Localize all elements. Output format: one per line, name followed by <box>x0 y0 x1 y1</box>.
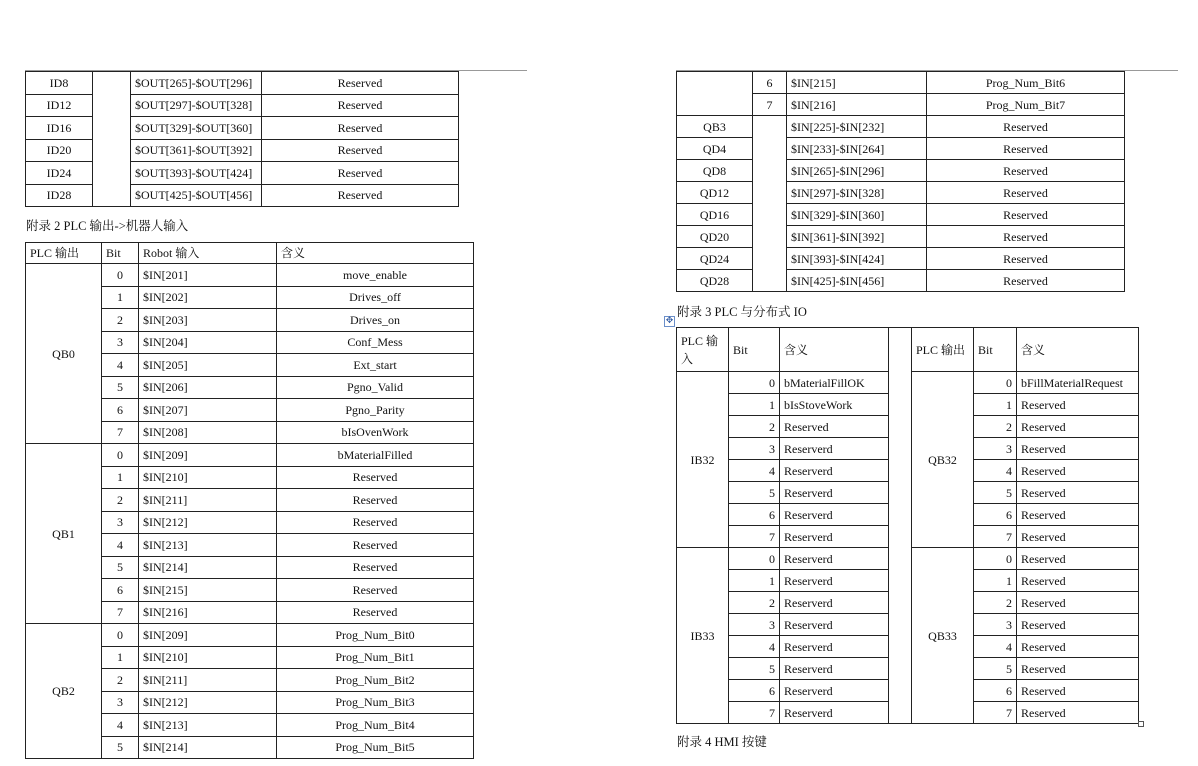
meaning-cell: Reserved <box>927 204 1125 226</box>
meaning-cell: Drives_on <box>277 309 474 332</box>
bit-cell: 3 <box>102 691 139 714</box>
robot-input-cell: $IN[233]-$IN[264] <box>787 138 927 160</box>
meaning-cell: Reserved <box>262 94 459 117</box>
bit-cell: 5 <box>729 658 780 680</box>
bit-cell: 5 <box>729 482 780 504</box>
meaning-cell: Reserved <box>262 139 459 162</box>
meaning-cell: Reserved <box>927 138 1125 160</box>
bit-cell: 6 <box>974 504 1017 526</box>
bit-cell: 2 <box>729 416 780 438</box>
bit-cell: 2 <box>102 669 139 692</box>
bit-cell: 3 <box>974 614 1017 636</box>
meaning-cell: Prog_Num_Bit2 <box>277 669 474 692</box>
table-row <box>26 444 474 467</box>
robot-input-cell: $IN[207] <box>139 399 277 422</box>
table-row <box>677 226 1125 248</box>
meaning-cell: Conf_Mess <box>277 331 474 354</box>
output-meaning-cell: Reserved <box>1017 658 1139 680</box>
meaning-cell: Drives_off <box>277 286 474 309</box>
column-header: Bit <box>729 328 780 372</box>
table-row <box>677 182 1125 204</box>
robot-input-cell: $IN[214] <box>139 556 277 579</box>
plc-address-cell: QD20 <box>677 226 753 248</box>
bit-cell: 4 <box>102 354 139 377</box>
input-meaning-cell: Reserverd <box>780 504 889 526</box>
robot-input-cell: $IN[361]-$IN[392] <box>787 226 927 248</box>
output-meaning-cell: Reserved <box>1017 526 1139 548</box>
meaning-cell: Reserved <box>277 601 474 624</box>
plc-address-cell: QD4 <box>677 138 753 160</box>
bit-cell: 1 <box>729 570 780 592</box>
plc-input-byte-cell: IB33 <box>677 548 729 724</box>
robot-signal-cell: $OUT[393]-$OUT[424] <box>131 162 262 185</box>
table-row <box>26 243 474 264</box>
meaning-cell: Reserved <box>277 534 474 557</box>
bit-cell: 6 <box>974 680 1017 702</box>
robot-input-cell: $IN[215] <box>139 579 277 602</box>
bit-cell: 7 <box>102 601 139 624</box>
appendix-2-title: 附录 2 PLC 输出->机器人输入 <box>26 219 189 233</box>
plc-address-cell: QD24 <box>677 248 753 270</box>
bit-cell: 3 <box>102 331 139 354</box>
output-meaning-cell: Reserved <box>1017 614 1139 636</box>
robot-input-cell: $IN[329]-$IN[360] <box>787 204 927 226</box>
column-header: 含义 <box>780 328 889 372</box>
robot-input-cell: $IN[211] <box>139 489 277 512</box>
meaning-cell: Reserved <box>277 466 474 489</box>
bit-cell-empty <box>753 116 787 292</box>
robot-input-cell: $IN[215] <box>787 72 927 94</box>
output-mapping-table <box>25 71 459 207</box>
plc-output-byte-cell: QB0 <box>26 264 102 444</box>
plc-address-cell: QB3 <box>677 116 753 138</box>
bit-cell: 2 <box>729 592 780 614</box>
meaning-cell: Reserved <box>262 184 459 207</box>
meaning-cell: Reserved <box>927 248 1125 270</box>
bit-cell: 7 <box>974 526 1017 548</box>
output-meaning-cell: Reserved <box>1017 438 1139 460</box>
plc-address-cell: QD8 <box>677 160 753 182</box>
output-meaning-cell: Reserved <box>1017 636 1139 658</box>
robot-input-cell: $IN[225]-$IN[232] <box>787 116 927 138</box>
robot-input-cell: $IN[201] <box>139 264 277 287</box>
table-row <box>26 624 474 647</box>
input-meaning-cell: Reserverd <box>780 680 889 702</box>
robot-signal-cell: $OUT[425]-$OUT[456] <box>131 184 262 207</box>
bit-cell: 1 <box>974 570 1017 592</box>
input-meaning-cell: Reserverd <box>780 570 889 592</box>
column-header: PLC 输入 <box>677 328 729 372</box>
meaning-cell: Reserved <box>927 116 1125 138</box>
output-meaning-cell: Reserved <box>1017 504 1139 526</box>
bit-cell: 7 <box>102 421 139 444</box>
meaning-cell: Reserved <box>262 162 459 185</box>
move-handle-icon[interactable]: ✥ <box>665 316 674 326</box>
bit-cell: 4 <box>102 714 139 737</box>
bit-cell: 3 <box>974 438 1017 460</box>
robot-input-cell: $IN[205] <box>139 354 277 377</box>
appendix-3-title: 附录 3 PLC 与分布式 IO <box>677 305 807 319</box>
output-meaning-cell: Reserved <box>1017 680 1139 702</box>
meaning-cell: Reserved <box>262 117 459 140</box>
meaning-cell: Reserved <box>927 226 1125 248</box>
bit-cell: 6 <box>753 72 787 94</box>
plc-address-cell: ID24 <box>26 162 93 185</box>
table-row <box>677 248 1125 270</box>
bit-cell: 4 <box>729 460 780 482</box>
bit-cell-empty <box>93 72 131 207</box>
robot-input-cell: $IN[203] <box>139 309 277 332</box>
meaning-cell: Pgno_Valid <box>277 376 474 399</box>
bit-cell: 6 <box>102 399 139 422</box>
column-header: 含义 <box>1017 328 1139 372</box>
meaning-cell: Reserved <box>277 489 474 512</box>
bit-cell: 5 <box>102 556 139 579</box>
plc-output-byte-cell <box>677 72 753 116</box>
robot-input-cell: $IN[212] <box>139 691 277 714</box>
robot-signal-cell: $OUT[265]-$OUT[296] <box>131 72 262 95</box>
bit-cell: 7 <box>729 702 780 724</box>
table-row <box>26 162 459 185</box>
meaning-cell: Ext_start <box>277 354 474 377</box>
bit-cell: 0 <box>102 444 139 467</box>
robot-input-cell: $IN[213] <box>139 714 277 737</box>
robot-input-continuation-table <box>676 71 1125 292</box>
meaning-cell: Pgno_Parity <box>277 399 474 422</box>
plc-address-cell: ID16 <box>26 117 93 140</box>
output-meaning-cell: bFillMaterialRequest <box>1017 372 1139 394</box>
robot-input-cell: $IN[206] <box>139 376 277 399</box>
plc-address-cell: ID8 <box>26 72 93 95</box>
output-meaning-cell: Reserved <box>1017 416 1139 438</box>
bit-cell: 3 <box>729 614 780 636</box>
plc-address-cell: QD28 <box>677 270 753 292</box>
input-meaning-cell: Reserverd <box>780 438 889 460</box>
bit-cell: 7 <box>974 702 1017 724</box>
bit-cell: 1 <box>974 394 1017 416</box>
meaning-cell: Reserved <box>277 579 474 602</box>
column-header: Bit <box>974 328 1017 372</box>
bit-cell: 0 <box>729 372 780 394</box>
meaning-cell: Reserved <box>927 270 1125 292</box>
bit-cell: 3 <box>729 438 780 460</box>
output-meaning-cell: Reserved <box>1017 702 1139 724</box>
input-meaning-cell: Reserverd <box>780 460 889 482</box>
bit-cell: 1 <box>102 466 139 489</box>
plc-address-cell: QD16 <box>677 204 753 226</box>
input-meaning-cell: Reserverd <box>780 526 889 548</box>
bit-cell: 2 <box>974 592 1017 614</box>
bit-cell: 2 <box>102 489 139 512</box>
input-meaning-cell: Reserverd <box>780 658 889 680</box>
output-meaning-cell: Reserved <box>1017 394 1139 416</box>
plc-output-byte-cell: QB33 <box>912 548 974 724</box>
input-meaning-cell: Reserverd <box>780 636 889 658</box>
column-header: PLC 输出 <box>912 328 974 372</box>
robot-input-cell: $IN[209] <box>139 624 277 647</box>
table-row <box>677 160 1125 182</box>
input-meaning-cell: bMaterialFillOK <box>780 372 889 394</box>
input-meaning-cell: Reserverd <box>780 702 889 724</box>
robot-input-cell: $IN[202] <box>139 286 277 309</box>
table-row <box>26 94 459 117</box>
meaning-cell: bMaterialFilled <box>277 444 474 467</box>
table-row <box>677 328 1139 372</box>
bit-cell: 5 <box>974 482 1017 504</box>
bit-cell: 4 <box>974 460 1017 482</box>
meaning-cell: Reserved <box>277 556 474 579</box>
bit-cell: 0 <box>102 264 139 287</box>
meaning-cell: move_enable <box>277 264 474 287</box>
input-meaning-cell: bIsStoveWork <box>780 394 889 416</box>
output-meaning-cell: Reserved <box>1017 592 1139 614</box>
bit-cell: 1 <box>102 286 139 309</box>
column-header: 含义 <box>277 243 474 264</box>
robot-input-cell: $IN[210] <box>139 646 277 669</box>
meaning-cell: Prog_Num_Bit3 <box>277 691 474 714</box>
column-header: PLC 输出 <box>26 243 102 264</box>
bit-cell: 2 <box>102 309 139 332</box>
bit-cell: 3 <box>102 511 139 534</box>
table-row <box>26 117 459 140</box>
meaning-cell: Prog_Num_Bit1 <box>277 646 474 669</box>
robot-input-cell: $IN[204] <box>139 331 277 354</box>
table-row <box>677 116 1125 138</box>
robot-input-cell: $IN[265]-$IN[296] <box>787 160 927 182</box>
bit-cell: 4 <box>102 534 139 557</box>
meaning-cell: Prog_Num_Bit6 <box>927 72 1125 94</box>
column-header: Bit <box>102 243 139 264</box>
input-meaning-cell: Reserverd <box>780 614 889 636</box>
bit-cell: 6 <box>729 680 780 702</box>
meaning-cell: Reserved <box>277 511 474 534</box>
plc-output-byte-cell: QB1 <box>26 444 102 624</box>
table-row <box>677 138 1125 160</box>
robot-input-cell: $IN[297]-$IN[328] <box>787 182 927 204</box>
meaning-cell: Reserved <box>927 160 1125 182</box>
bit-cell: 0 <box>729 548 780 570</box>
robot-signal-cell: $OUT[297]-$OUT[328] <box>131 94 262 117</box>
robot-input-cell: $IN[216] <box>787 94 927 116</box>
plc-output-byte-cell: QB2 <box>26 624 102 759</box>
bit-cell: 2 <box>974 416 1017 438</box>
appendix-4-title: 附录 4 HMI 按键 <box>677 735 767 749</box>
table-row <box>26 139 459 162</box>
bit-cell: 7 <box>753 94 787 116</box>
table-row <box>26 264 474 287</box>
bit-cell: 6 <box>729 504 780 526</box>
robot-input-cell: $IN[393]-$IN[424] <box>787 248 927 270</box>
robot-signal-cell: $OUT[329]-$OUT[360] <box>131 117 262 140</box>
meaning-cell: Prog_Num_Bit7 <box>927 94 1125 116</box>
plc-address-cell: ID28 <box>26 184 93 207</box>
table-row <box>26 72 459 95</box>
robot-input-cell: $IN[213] <box>139 534 277 557</box>
table-row <box>677 72 1125 94</box>
output-meaning-cell: Reserved <box>1017 482 1139 504</box>
meaning-cell: bIsOvenWork <box>277 421 474 444</box>
plc-address-cell: ID20 <box>26 139 93 162</box>
column-gap <box>889 328 912 724</box>
input-meaning-cell: Reserverd <box>780 482 889 504</box>
robot-signal-cell: $OUT[361]-$OUT[392] <box>131 139 262 162</box>
meaning-cell: Reserved <box>262 72 459 95</box>
bit-cell: 1 <box>729 394 780 416</box>
meaning-cell: Prog_Num_Bit4 <box>277 714 474 737</box>
output-meaning-cell: Reserved <box>1017 460 1139 482</box>
robot-input-cell: $IN[208] <box>139 421 277 444</box>
table-resize-handle[interactable] <box>1138 721 1144 727</box>
table-row <box>677 270 1125 292</box>
plc-output-byte-cell: QB32 <box>912 372 974 548</box>
plc-address-cell: ID12 <box>26 94 93 117</box>
meaning-cell: Prog_Num_Bit0 <box>277 624 474 647</box>
input-meaning-cell: Reserverd <box>780 548 889 570</box>
plc-distributed-io-table <box>676 327 1139 724</box>
robot-input-cell: $IN[212] <box>139 511 277 534</box>
output-meaning-cell: Reserved <box>1017 548 1139 570</box>
bit-cell: 5 <box>102 736 139 759</box>
plc-address-cell: QD12 <box>677 182 753 204</box>
robot-input-cell: $IN[216] <box>139 601 277 624</box>
output-meaning-cell: Reserved <box>1017 570 1139 592</box>
input-meaning-cell: Reserved <box>780 416 889 438</box>
plc-input-byte-cell: IB32 <box>677 372 729 548</box>
bit-cell: 5 <box>974 658 1017 680</box>
bit-cell: 4 <box>974 636 1017 658</box>
table-row <box>26 184 459 207</box>
robot-input-cell: $IN[210] <box>139 466 277 489</box>
meaning-cell: Reserved <box>927 182 1125 204</box>
bit-cell: 0 <box>974 372 1017 394</box>
input-meaning-cell: Reserverd <box>780 592 889 614</box>
bit-cell: 5 <box>102 376 139 399</box>
bit-cell: 0 <box>974 548 1017 570</box>
robot-input-cell: $IN[211] <box>139 669 277 692</box>
robot-input-cell: $IN[425]-$IN[456] <box>787 270 927 292</box>
bit-cell: 1 <box>102 646 139 669</box>
robot-input-cell: $IN[209] <box>139 444 277 467</box>
bit-cell: 6 <box>102 579 139 602</box>
bit-cell: 0 <box>102 624 139 647</box>
bit-cell: 7 <box>729 526 780 548</box>
bit-cell: 4 <box>729 636 780 658</box>
table-row <box>677 204 1125 226</box>
robot-input-cell: $IN[214] <box>139 736 277 759</box>
meaning-cell: Prog_Num_Bit5 <box>277 736 474 759</box>
column-header: Robot 输入 <box>139 243 277 264</box>
plc-output-robot-input-table <box>25 242 474 759</box>
